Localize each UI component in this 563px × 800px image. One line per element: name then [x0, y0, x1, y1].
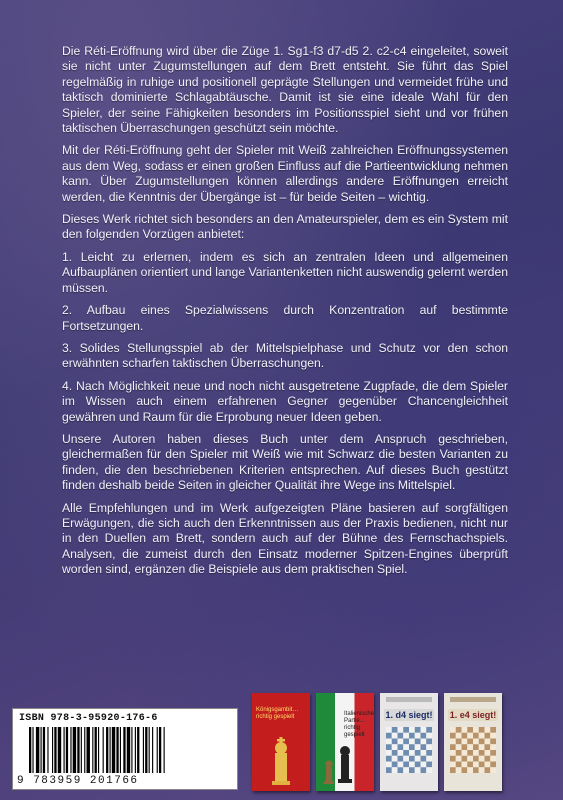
book-cover-italienische-partie[interactable] — [316, 693, 374, 791]
paragraph-authors: Unsere Autoren haben dieses Buch unter dem Anspruch geschrieben, gleichermaßen für den Spieler mit Weiß wie mit Schwarz die besten Varianten zu finden, die den beschriebenen Kriterien entsprechen. Auf dieses Buch gestützt finden deshalb beide Seiten in gleicher Qualität ihre Wege ins Mittelspiel. — [62, 431, 508, 493]
book-title-2: Italienische Partie… richtig gespielt — [344, 711, 374, 738]
barcode-icon — [29, 727, 225, 773]
isbn-barcode-box — [12, 708, 238, 790]
chess-pieces-icon — [316, 693, 374, 791]
author-strip — [386, 697, 432, 702]
paragraph-systems: Mit der Réti-Eröffnung geht der Spieler mit Weiß zahlreichen Eröffnungssystemen aus dem Weg, sodass er einen großen Einfluss auf die Partieentwicklung nehmen kann. Über Zugumstellungen können allerdings andere Eröffnungen erreicht werden, die Kenntnis der Übergänge ist – für beide Seiten – wichtig. — [62, 143, 508, 204]
paragraph-point-1: 1. Leicht zu erlernen, indem es sich an zentralen Ideen und allgemeinen Aufbauplänen orientiert und lange Variantenketten nicht auswendig gelernt werden müssen. — [62, 249, 508, 295]
book-title-4: 1. e4 siegt! — [449, 710, 497, 720]
book-cover-koenigsgambit[interactable] — [252, 693, 310, 791]
chessboard-icon — [450, 727, 496, 773]
author-strip — [450, 697, 496, 702]
back-cover-text — [62, 44, 508, 585]
paragraph-point-4: 4. Nach Möglichkeit neue und noch nicht ausgetretene Zugpfade, die dem Spieler im Wissen auch einem erfahrenen Gegner gegenüber Chancengleichheit gewähren und Raum für die Erprobung neuer Ideen geben. — [62, 378, 508, 424]
chess-king-icon — [252, 693, 310, 791]
book-title-3: 1. d4 siegt! — [385, 710, 433, 720]
paragraph-point-3: 3. Solides Stellungsspiel ab der Mittelspielphase und Schutz vor den schon erwähnten scharfen taktischen Überraschungen. — [62, 340, 508, 371]
book-cover-1-e4-siegt[interactable] — [444, 693, 502, 791]
paragraph-intro: Die Réti-Eröffnung wird über die Züge 1. Sg1-f3 d7-d5 2. c2-c4 eingeleitet, soweit sie nicht unter Zugumstellungen auf dem Brett entsteht. Sie führt das Spiel regelmäßig in ruhige und positionell geprägte Stellungen und vermeidet frühe und taktisch dominierte Schlagabtäusche. Damit ist sie eine ideale Wahl für den Spieler, der seine Fähigkeiten besonders im Positionsspiel sieht und vor frühen taktischen Überraschungen geschützt sein möchte. — [62, 44, 508, 136]
chessboard-icon — [386, 727, 432, 773]
paragraph-audience: Dieses Werk richtet sich besonders an den Amateurspieler, dem es ein System mit den folgenden Vorzügen anbietet: — [62, 212, 508, 242]
book-cover-1-d4-siegt[interactable] — [380, 693, 438, 791]
paragraph-analysis: Alle Empfehlungen und im Werk aufgezeigten Pläne basieren auf sorgfältigen Erwägungen, die sich auch den Erkenntnissen aus der Praxis bedienen, nicht nur in den Duellen am Brett, sondern auch auf der Bühne des Fernschachspiels. Analysen, die zumeist durch den Einsatz moderner Spitzen-Engines überprüft worden sind, ergänzen die Beispiele aus dem praktischen Spiel. — [62, 500, 508, 577]
isbn-label: ISBN 978-3-95920-176-6 — [19, 713, 158, 724]
paragraph-point-2: 2. Aufbau eines Spezialwissens durch Konzentration auf bestimmte Fortsetzungen. — [62, 303, 508, 333]
book-title-1: Königsgambit… richtig gespielt — [256, 707, 299, 720]
barcode-digits: 9 783959 201766 — [17, 775, 139, 787]
